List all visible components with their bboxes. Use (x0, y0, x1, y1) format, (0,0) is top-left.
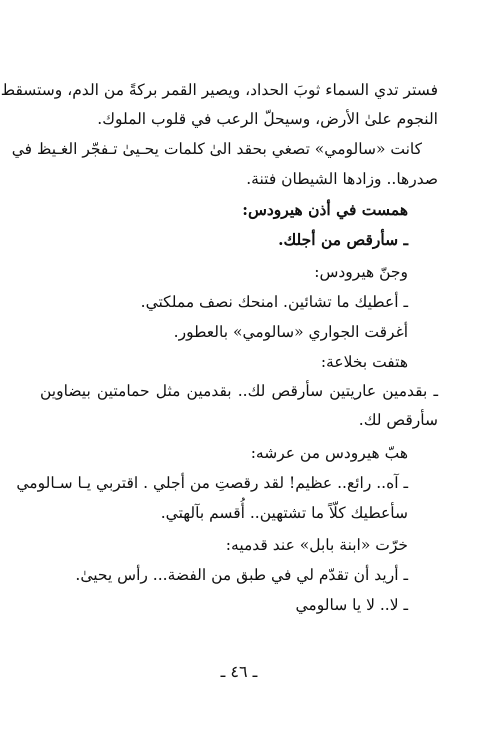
text-line-12: سأرقص لك. (358, 411, 438, 429)
text-line-15: سأعطيك كلّاً ما تشتهين.. أُقسم بآلهتي. (160, 504, 408, 522)
text-line-18: ـ لا.. لا يا سالومي (295, 596, 408, 614)
text-line-13: هبّ هيرودس من عرشه: (250, 444, 408, 462)
text-line-6: ـ سأرقص من أجلك. (278, 230, 408, 249)
text-line-4: صدرها.. وزادها الشيطان فتنة. (246, 170, 438, 188)
text-line-5: همست في أذن هيرودس: (242, 200, 408, 219)
text-line-10: هتفت بخلاعة: (320, 353, 408, 371)
text-line-2: النجوم علىٰ الأرض، وسيحلّ الرعب في قلوب الملوك. (97, 110, 438, 128)
text-line-17: ـ أريد أن تقدّم لي في طبق من الفضة... رأس يحيىٰ. (75, 566, 408, 584)
text-line-7: وجنّ هيرودس: (314, 263, 408, 281)
text-line-8: ـ أعطيك ما تشائين. امنحك نصف مملكتي. (140, 293, 408, 311)
text-line-9: أغرقت الجواري «سالومي» بالعطور. (173, 323, 408, 341)
text-line-3: كانت «سالومي» تصغي بحقد الىٰ كلمات يحـيىٰ تـفجّر الغـيظ في (11, 140, 422, 158)
text-line-11: ـ بقدمين عاريتين سأرقص لك.. بقدمين مثل حمامتين بيضاوين (40, 382, 438, 400)
text-line-1: فستر تدي السماء ثوبَ الحداد، ويصير القمر بركةً من الدم، وستسقط (0, 81, 438, 99)
text-line-16: خرّت «ابنة بابل» عند قدميه: (225, 536, 408, 554)
text-line-14: ـ آه.. رائع.. عظيم! لقد رقصتِ من أجلي . اقتربي يـا سـالومي (16, 474, 408, 492)
page-number: ـ ٤٦ ـ (220, 662, 258, 681)
